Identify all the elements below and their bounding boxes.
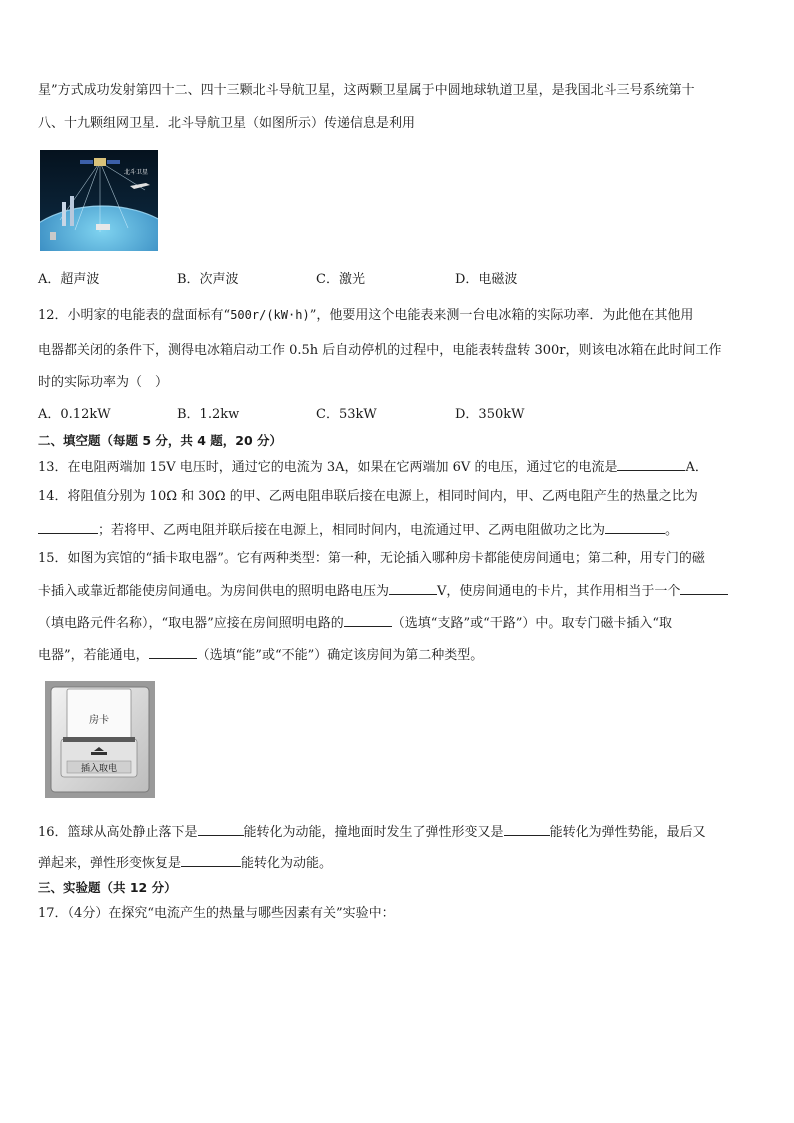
q11-option-b: B．次声波 [177, 272, 239, 287]
q17-line: 17．（4分）在探究“电流产生的热量与哪些因素有关”实验中： [38, 906, 395, 921]
q13-unit: A． [685, 460, 708, 475]
satellite-label: 北斗卫星 [124, 169, 149, 176]
q15-answer-blank-2[interactable] [680, 582, 728, 595]
q11-option-d: D．电磁波 [455, 272, 518, 287]
q13-answer-blank[interactable] [617, 458, 685, 471]
q12-line1-start: 12．小明家的电能表的盘面标有“ [38, 308, 231, 323]
beidou-satellite-figure [40, 150, 158, 251]
insert-power-label: 插入取电 [80, 764, 118, 774]
section3-heading: 三、实验题（共 12 分） [38, 880, 177, 895]
room-card-label: 房卡 [89, 715, 109, 726]
q14-answer-blank-2[interactable] [605, 521, 665, 534]
q16-line2 [38, 854, 332, 872]
q16-line1-text: 16．篮球从高处静止落下是 [38, 825, 198, 840]
q15-line3 [38, 614, 672, 632]
q15-line4-end: （选填“能”或“不能”）确定该房间为第二种类型。 [196, 648, 484, 663]
q12-line1 [38, 307, 693, 324]
q13-line [38, 458, 708, 476]
q15-line2-text: 卡插入或靠近都能使房间通电。为房间供电的照明电路电压为 [38, 584, 390, 599]
q14-line2-end: 。 [665, 523, 679, 538]
q12-option-c: C．53kW [316, 407, 377, 422]
q11-line1: 星”方式成功发射第四十二、四十三颗北斗导航卫星，这两颗卫星属于中圆地球轨道卫星，是我国北斗三号系统第十 [38, 83, 695, 98]
q12-line3: 时的实际功率为（ ） [38, 375, 169, 390]
q15-line3-text: （填电路元件名称），“取电器”应接在房间照明电路的 [38, 616, 344, 631]
q15-answer-blank-1[interactable] [389, 582, 437, 595]
q14-answer-blank-1[interactable] [38, 521, 98, 534]
q15-line1: 15．如图为宾馆的“插卡取电器”。它有两种类型：第一种，无论插入哪种房卡都能使房间通电；第二种，用专门的磁 [38, 551, 705, 566]
q16-line1 [38, 823, 706, 841]
q15-answer-blank-4[interactable] [149, 646, 197, 659]
q16-line2-text: 弹起来，弹性形变恢复是 [38, 856, 182, 871]
q16-answer-blank-3[interactable] [181, 854, 241, 867]
q16-answer-blank-2[interactable] [504, 823, 550, 836]
q11-line2: 八、十九颗组网卫星．北斗导航卫星（如图所示）传递信息是利用 [38, 116, 416, 131]
q12-line2: 电器都关闭的条件下，测得电冰箱启动工作 0.5h 后自动停机的过程中，电能表转盘转 300r，则该电冰箱在此时间工作 [38, 343, 722, 358]
q15-answer-blank-3[interactable] [344, 614, 392, 627]
q12-option-a: A．0.12kW [38, 407, 111, 422]
q11-option-c: C．激光 [316, 272, 365, 287]
q16-answer-blank-1[interactable] [198, 823, 244, 836]
q11-option-a: A．超声波 [38, 272, 100, 287]
q15-line2-mid: V，使房间通电的卡片，其作用相当于一个 [437, 584, 681, 599]
q15-line4-text: 电器”，若能通电， [38, 648, 149, 663]
q12-option-b: B．1.2kw [177, 407, 240, 422]
q16-line1-mid: 能转化为动能，撞地面时发生了弹性形变又是 [243, 825, 504, 840]
q15-line3-end: （选填“支路”或“干路”）中。取专门磁卡插入“取 [391, 616, 673, 631]
q14-line2 [38, 521, 678, 539]
q15-line2 [38, 582, 728, 600]
q14-line2-text: ；若将甲、乙两电阻并联后接在电源上，相同时间内，电流通过甲、乙两电阻做功之比为 [98, 523, 606, 538]
q15-line4 [38, 646, 483, 664]
q16-line1-end: 能转化为弹性势能，最后又 [549, 825, 706, 840]
section2-heading: 二、填空题（每题 5 分，共 4 题，20 分） [38, 433, 283, 448]
q13-text: 13．在电阻两端加 15V 电压时，通过它的电流为 3A，如果在它两端加 6V 的电压，通过它的电流是 [38, 460, 618, 475]
q16-line2-end: 能转化为动能。 [241, 856, 333, 871]
card-power-switch-figure [45, 681, 155, 798]
q12-line1-end: ”，他要用这个电能表来测一台电冰箱的实际功率．为此他在其他用 [309, 308, 694, 323]
q12-option-d: D．350kW [455, 407, 525, 422]
q14-line1: 14．将阻值分别为 10Ω 和 30Ω 的甲、乙两电阻串联后接在电源上，相同时间内，甲、乙两电阻产生的热量之比为 [38, 489, 698, 504]
q12-meter-constant: 500r/(kW·h) [230, 308, 310, 322]
